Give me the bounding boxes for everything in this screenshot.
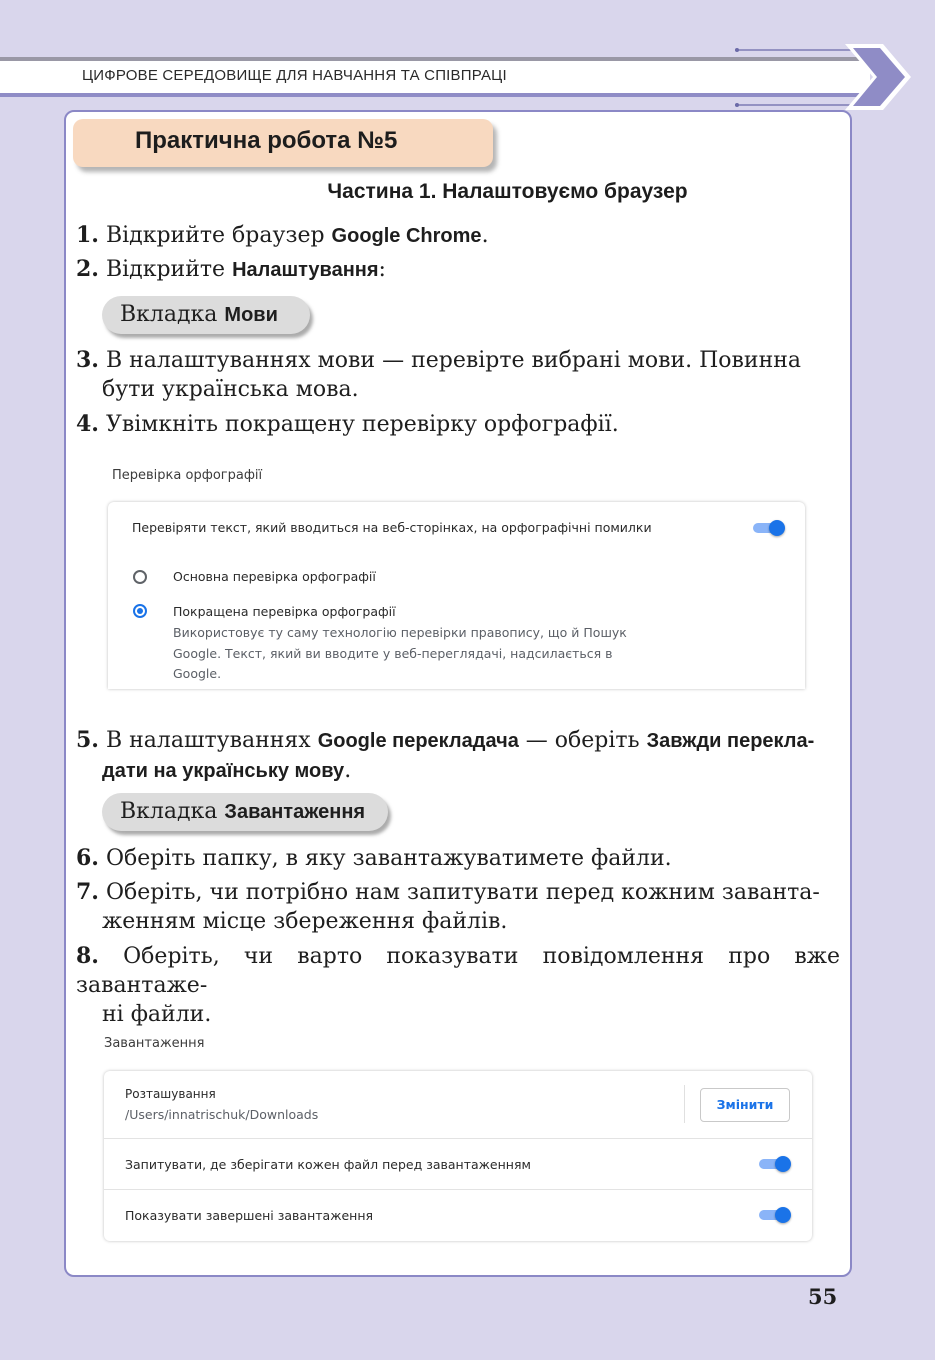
enhanced-spellcheck-description: [173, 623, 627, 685]
step-2: [76, 255, 840, 285]
tab-name: Завантаження: [224, 801, 366, 823]
part-heading: Частина 1. Налаштовуємо браузер: [327, 180, 688, 203]
step-number: 1.: [76, 222, 99, 248]
radio-enhanced-spellcheck[interactable]: [133, 604, 147, 618]
show-completed-label: Показувати завершені завантаження: [125, 1208, 374, 1223]
step-6: [76, 844, 840, 873]
location-path: /Users/innatrischuk/Downloads: [125, 1107, 319, 1122]
description-line: Використовує ту саму технологію перевірки правопису, що й Пошук: [173, 625, 627, 640]
step-text: Відкрийте: [105, 257, 233, 282]
tab-languages-pill: [102, 296, 310, 334]
chevron-arrow-icon: [715, 40, 925, 115]
description-line: Google.: [173, 666, 222, 681]
step-number: 3.: [76, 347, 99, 373]
tab-downloads-pill: [102, 793, 388, 831]
step-1: [76, 221, 840, 251]
step-7: [76, 878, 840, 936]
ask-location-label: Запитувати, де зберігати кожен файл перед завантаженням: [125, 1157, 531, 1172]
ask-location-toggle[interactable]: [759, 1156, 791, 1172]
description-line: Google. Текст, який ви вводите у веб-переглядачі, надсилається в: [173, 645, 613, 661]
step-4: [76, 410, 840, 439]
step-number: 2.: [76, 256, 99, 282]
tab-name: Мови: [224, 304, 278, 326]
spellcheck-toggle-label: Перевіряти текст, який вводиться на веб-сторінках, на орфографічні помилки: [132, 520, 652, 535]
step-text: Відкрийте браузер: [105, 223, 332, 248]
step-3: [76, 346, 840, 404]
enhanced-spellcheck-label: Покращена перевірка орфографії: [173, 604, 396, 619]
step-8: [76, 942, 840, 1029]
step-text: Оберіть папку, в яку завантажуватимете файли.: [105, 846, 672, 871]
change-location-button[interactable]: Змінити: [700, 1088, 790, 1122]
step-text: бути українська мова.: [102, 377, 359, 402]
step-bold: Google Chrome: [331, 225, 482, 247]
step-text: — оберіть: [518, 728, 647, 753]
tab-prefix: Вкладка: [120, 302, 225, 327]
practical-title: Практична робота №5: [135, 127, 398, 154]
step-text: :: [378, 257, 386, 282]
step-bold: дати на українську мову: [102, 760, 345, 782]
step-bold: Завжди перекла-: [646, 730, 815, 752]
show-completed-toggle[interactable]: [759, 1207, 791, 1223]
row-divider: [104, 1138, 812, 1139]
step-text: .: [344, 758, 352, 783]
step-text: Увімкніть покращену перевірку орфографії.: [105, 412, 619, 437]
step-5: [76, 726, 840, 786]
step-number: 8.: [76, 943, 99, 969]
chapter-title: ЦИФРОВЕ СЕРЕДОВИЩЕ ДЛЯ НАВЧАННЯ ТА СПІВПРАЦІ: [82, 67, 507, 84]
radio-basic-spellcheck[interactable]: [133, 570, 147, 584]
step-text: женням місце збереження файлів.: [102, 909, 508, 934]
row-divider: [104, 1189, 812, 1190]
step-bold: Налаштування: [232, 259, 379, 281]
step-text: ні файли.: [102, 1002, 212, 1027]
step-text: В налаштуваннях мови — перевірте вибрані мови. Повинна: [105, 348, 802, 373]
step-text: .: [481, 223, 489, 248]
spellcheck-toggle[interactable]: [753, 520, 785, 536]
downloads-section-title: Завантаження: [104, 1036, 205, 1051]
step-bold: Google перекладача: [317, 730, 519, 752]
step-text: Оберіть, чи варто показувати повідомлення про вже завантаже-: [76, 944, 840, 998]
step-text: В налаштуваннях: [105, 728, 318, 753]
location-label: Розташування: [125, 1087, 216, 1101]
tab-prefix: Вкладка: [120, 799, 225, 824]
step-number: 5.: [76, 727, 99, 753]
spellcheck-section-title: Перевірка орфографії: [112, 468, 263, 483]
page-number: 55: [808, 1284, 838, 1309]
step-number: 4.: [76, 411, 99, 437]
basic-spellcheck-label: Основна перевірка орфографії: [173, 569, 376, 584]
step-text: Оберіть, чи потрібно нам запитувати перед кожним заванта-: [105, 880, 820, 905]
step-number: 7.: [76, 879, 99, 905]
vertical-divider: [684, 1085, 685, 1123]
step-number: 6.: [76, 845, 99, 871]
